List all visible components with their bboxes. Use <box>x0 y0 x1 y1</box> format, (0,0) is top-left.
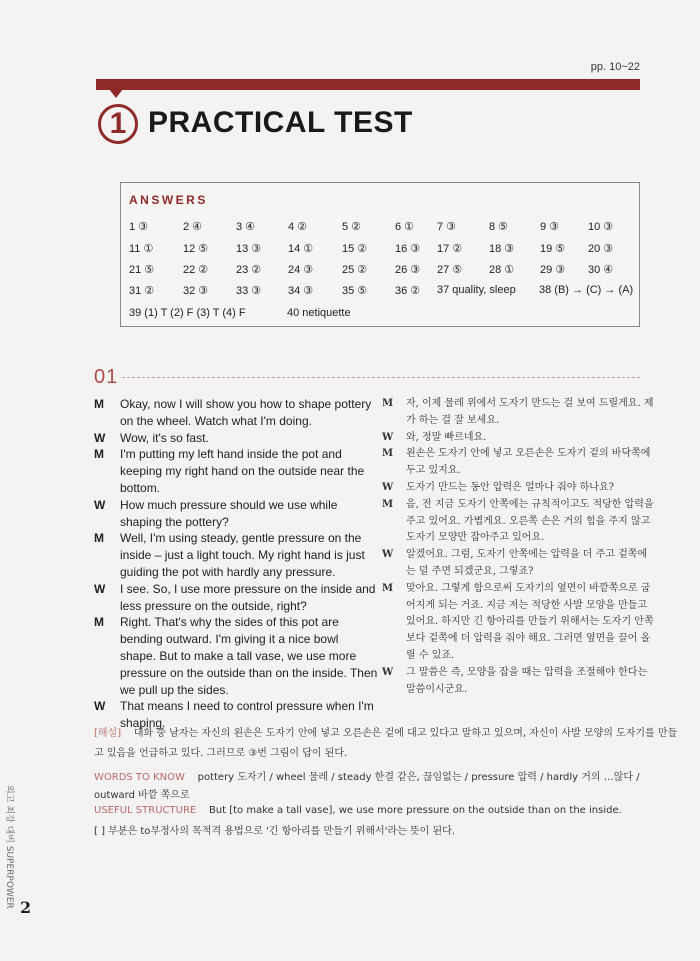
answer-item: 20 ③ <box>588 243 614 255</box>
dialogue-ko-line: 그 말씀은 즉, 모양을 잡을 때는 압력을 조절해야 한다는 <box>406 666 648 678</box>
dialogue-en-line: shape. But to make a tall vase, we use more <box>120 649 357 663</box>
dialogue-ko-line: 는 덜 주면 되겠군요, 그렇죠? <box>406 566 534 577</box>
explanation-label: [해설] <box>94 728 122 739</box>
words-to-know-text-1: pottery 도자기 / wheel 물레 / steady 한결 같은, 끊임없는 / pressure 압력 / hardly 거의 …않다 / <box>197 772 640 783</box>
dialogue-ko-speaker: W <box>382 666 394 678</box>
answer-item: 6 ① <box>395 221 415 233</box>
explanation-line-2: 고 있음을 언급하고 있다. 그러므로 ③번 그림이 답이 된다. <box>94 748 348 759</box>
dialogue-en-line: Right. That's why the sides of this pot are <box>120 615 339 630</box>
answer-item: 1 ③ <box>129 221 149 233</box>
dialogue-en-speaker: W <box>94 430 106 445</box>
dialogue-en-line: I'm putting my left hand inside the pot and <box>120 447 342 462</box>
answer-row <box>121 307 641 323</box>
answer-item: 32 ③ <box>183 285 209 297</box>
dialogue-ko-speaker: M <box>382 448 394 460</box>
dialogue-ko-speaker: M <box>382 398 394 409</box>
book-title-sidebar: 외고 최강 대비 SUPERPOWER <box>4 785 14 909</box>
answer-row <box>121 263 641 279</box>
dialogue-en-line: less pressure on the outside, right? <box>120 598 307 613</box>
dialogue-en-line: Wow, it's so fast. <box>120 430 209 445</box>
dialogue-en-speaker: W <box>94 497 106 512</box>
answer-item: 12 ⑤ <box>183 243 209 255</box>
dialogue-en-line: bending outward. I'm giving it a nice bowl <box>120 632 339 647</box>
answer-item: 38 (B) → (C) → (A) <box>539 284 634 296</box>
header-bar-notch <box>109 89 123 98</box>
dialogue-en-speaker: M <box>94 615 104 630</box>
page-number: 2 <box>20 898 32 917</box>
dialogue-ko-line: 맞아요. 그렇게 함으로써 도자기의 옆면이 바깥쪽으로 굽 <box>406 582 651 594</box>
dialogue-ko-line: 자, 이제 물레 위에서 도자기 만드는 걸 보여 드릴게요. 제 <box>406 398 654 409</box>
dialogue-en-line: shaping. <box>120 716 166 731</box>
dialogue-en-speaker: W <box>94 699 106 714</box>
dialogue-en-speaker: M <box>94 397 104 411</box>
dialogue-ko-line: 주고 있어요. 가볍게요. 오른쪽 손은 거의 힘을 주지 않고 <box>406 515 651 527</box>
answers-heading: ANSWERS <box>129 193 208 207</box>
section-number-badge: 1 <box>98 104 138 144</box>
dialogue-en-line: we pull up the sides. <box>120 682 229 697</box>
dialogue-en-speaker: W <box>94 581 106 596</box>
dialogue-en-line: on the wheel. Watch what I'm doing. <box>120 413 312 428</box>
dialogue-ko-speaker: W <box>382 482 394 493</box>
dialogue-en-line: I see. So, I use more pressure on the inside and <box>120 581 376 596</box>
answer-item: 22 ② <box>183 264 209 276</box>
dialogue-en-line: guiding the pot with hardly any pressure. <box>120 565 336 579</box>
dialogue-en-speaker: M <box>94 447 104 462</box>
dialogue-ko-line: 릴 수 있죠. <box>406 650 455 661</box>
answer-row <box>121 242 641 258</box>
answer-item: 7 ③ <box>437 221 457 233</box>
useful-structure-line-2: [ ] 부분은 to부정사의 목적격 용법으로 '긴 항아리를 만들기 위해서'라는 뜻이 된다. <box>94 826 455 837</box>
answer-item: 19 ⑤ <box>540 243 566 255</box>
answer-item: 28 ① <box>489 264 515 276</box>
words-to-know-label: WORDS TO KNOW <box>94 772 185 783</box>
dialogue-en-line: Okay, now I will show you how to shape pottery <box>120 397 372 411</box>
dialogue-en-line: pressure on the outside than on the inside. Then <box>120 665 378 680</box>
answer-item: 40 netiquette <box>287 307 351 319</box>
section-title: PRACTICAL TEST <box>148 106 413 139</box>
answer-item: 31 ② <box>129 285 155 297</box>
answer-item: 13 ③ <box>236 243 262 255</box>
dialogue-ko-line: 말씀이시군요. <box>406 683 468 695</box>
dialogue-ko-line: 음, 전 지금 도자기 안쪽에는 규칙적이고도 적당한 압력을 <box>406 498 654 510</box>
dialogue-ko-speaker: W <box>382 431 394 443</box>
answer-item: 2 ④ <box>183 221 203 233</box>
answer-item: 25 ② <box>342 264 368 276</box>
answer-item: 39 (1) T (2) F (3) T (4) F <box>129 307 246 319</box>
answers-box <box>120 182 640 327</box>
answer-item: 35 ⑤ <box>342 285 368 297</box>
dialogue-en-line: shaping the pottery? <box>120 514 229 529</box>
page-reference: pp. 10~22 <box>590 61 640 73</box>
header-bar <box>96 79 640 90</box>
dialogue-ko-line: 왼손은 도자기 안에 넣고 오른손은 도자기 겉의 바닥쪽에 <box>406 448 651 460</box>
dialogue-ko-line: 가 하는 걸 잘 보세요. <box>406 414 500 426</box>
dialogue-en-line: bottom. <box>120 481 161 495</box>
useful-structure-label: USEFUL STRUCTURE <box>94 805 197 816</box>
dialogue-ko-line: 와, 정말 빠르네요. <box>406 431 487 443</box>
dialogue-ko-line: 두고 있지요. <box>406 465 461 477</box>
problem-number: 01 <box>94 366 119 388</box>
dialogue-ko-line: 도자기 만드는 동안 압력은 얼마나 줘야 하나요? <box>406 482 614 493</box>
answer-item: 5 ② <box>342 221 362 233</box>
dialogue-ko-line: 도자기 모양만 잡아주고 있어요. <box>406 532 545 544</box>
answer-item: 11 ① <box>129 243 154 255</box>
dialogue-en-speaker: M <box>94 531 104 546</box>
answer-item: 37 quality, sleep <box>437 284 516 296</box>
answer-item: 21 ⑤ <box>129 264 155 276</box>
dialogue-en-line: That means I need to control pressure when I'm <box>120 699 374 714</box>
words-to-know-line-2: outward 바깥 쪽으로 <box>94 790 190 801</box>
answer-item: 24 ③ <box>288 264 314 276</box>
useful-structure-text-1: But [to make a tall vase], we use more pressure on the outside than on the inside. <box>208 805 622 816</box>
useful-structure-line-1 <box>94 805 622 816</box>
answer-item: 26 ③ <box>395 264 421 276</box>
answer-item: 9 ③ <box>540 221 560 233</box>
answer-row <box>121 284 641 300</box>
dialogue-ko-speaker: W <box>382 549 394 561</box>
answer-item: 29 ③ <box>540 264 566 276</box>
dialogue-ko-line: 알겠어요. 그럼, 도자기 안쪽에는 압력을 더 주고 겉쪽에 <box>406 549 648 561</box>
answer-item: 30 ④ <box>588 264 614 276</box>
dialogue-en-line: keeping my right hand on the outside near the <box>120 464 365 479</box>
dialogue-ko-speaker: M <box>382 498 394 510</box>
dialogue-ko-line: 어지게 되는 거죠. 지금 저는 적당한 사발 모양을 만들고 <box>406 599 648 611</box>
dialogue-en-line: Well, I'm using steady, gentle pressure on the <box>120 531 362 546</box>
answer-item: 15 ② <box>342 243 368 255</box>
answer-item: 27 ⑤ <box>437 264 463 276</box>
explanation-text-1: 대화 중 남자는 자신의 왼손은 도자기 안에 넣고 오른손은 겉에 대고 있다고 말하고 있으며, 자신이 사발 모양의 도자기를 만들 <box>133 728 678 739</box>
answer-item: 23 ② <box>236 264 262 276</box>
dialogue-ko-line: 보다 겉쪽에 더 압력을 줘야 해요. 그러면 옆면을 끌어 올 <box>406 633 651 645</box>
answer-item: 4 ② <box>288 221 308 233</box>
dialogue-ko-line: 있어요. 하지만 긴 항아리를 만들기 위해서는 도자기 안쪽 <box>406 616 654 628</box>
dialogue-en-line: inside – just a light touch. My right hand is just <box>120 548 365 563</box>
answer-item: 33 ③ <box>236 285 262 297</box>
dialogue-ko-speaker: M <box>382 582 394 594</box>
dialogue-en-line: How much pressure should we use while <box>120 497 338 512</box>
answer-item: 36 ② <box>395 285 421 297</box>
answer-item: 10 ③ <box>588 221 614 233</box>
words-to-know-line-1 <box>94 768 640 783</box>
explanation-line-1 <box>94 724 677 739</box>
answer-item: 16 ③ <box>395 243 421 255</box>
answer-item: 14 ① <box>288 243 314 255</box>
answer-item: 17 ② <box>437 243 463 255</box>
answer-row <box>121 220 641 236</box>
answer-item: 18 ③ <box>489 243 515 255</box>
answer-item: 8 ⑤ <box>489 221 509 233</box>
problem-divider <box>122 377 640 379</box>
answer-item: 3 ④ <box>236 221 256 233</box>
answer-item: 34 ③ <box>288 285 314 297</box>
